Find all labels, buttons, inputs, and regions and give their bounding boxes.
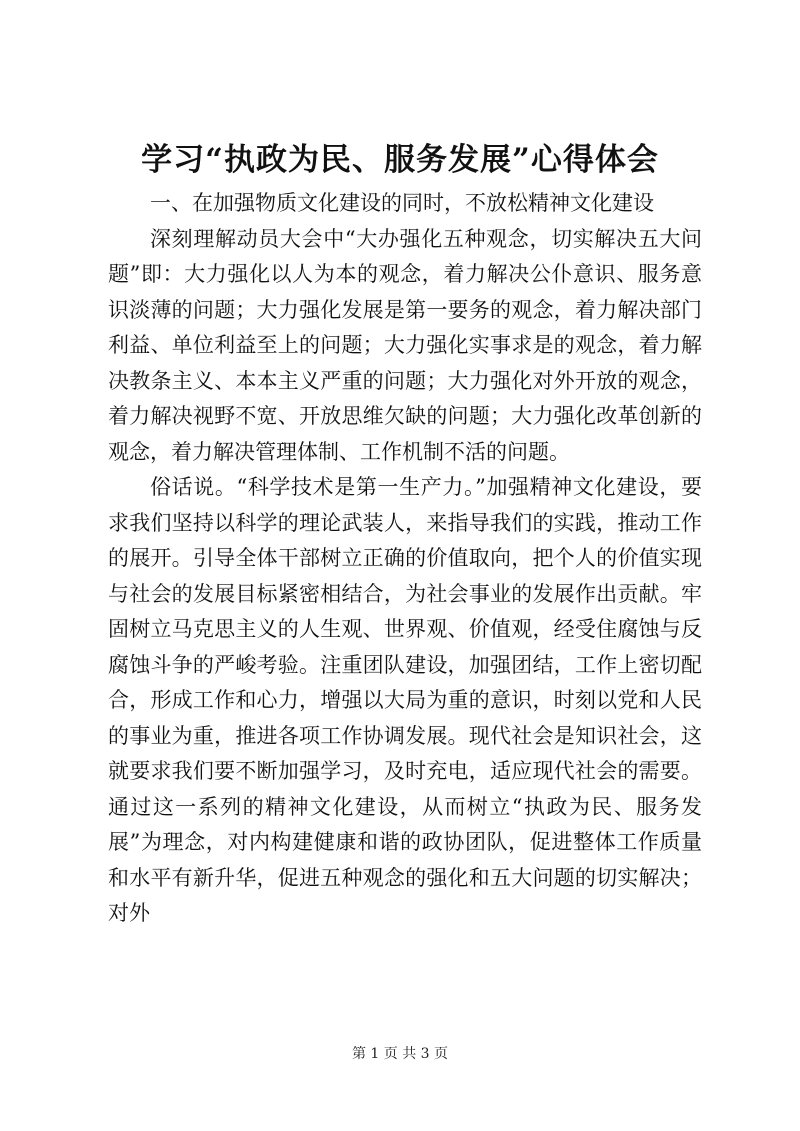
section-heading: 一、在加强物质文化建设的同时，不放松精神文化建设	[150, 191, 654, 215]
page-indicator: 第 1 页 共 3 页	[351, 1046, 449, 1062]
document-title: 学习“执政为民、服务发展”心得体会	[141, 142, 659, 178]
page-footer	[0, 1044, 800, 1064]
body-paragraph-2: 俗话说。“科学技术是第一生产力。”加强精神文化建设，要求我们坚持以科学的理论武装人，来指导我们的实践，推动工作的展开。引导全体干部树立正确的价值取向，把个人的价值实现与社会的发展目标紧密相结合，为社会事业的发展作出贡献。牢固树立马克思主义的人生观、世界观、价值观，经受住腐蚀与反腐蚀斗争的严峻考验。注重团队建设，加强团结，工作上密切配合，形成工作和心力，增强以大局为重的意识，时刻以党和人民的事业为重，推进各项工作协调发展。现代社会是知识社会，这就要求我们要不断加强学习，及时充电，适应现代社会的需要。通过这一系列的精神文化建设，从而树立“执政为民、服务发展”为理念，对内构建健康和谐的政协团队，促进整体工作质量和水平有新升华，促进五种观念的强化和五大问题的切实解决；对外	[108, 475, 702, 925]
document-body	[108, 186, 702, 932]
body-paragraph-1: 深刻理解动员大会中“大办强化五种观念，切实解决五大问题”即：大力强化以人为本的观念，着力解决公仆意识、服务意识淡薄的问题；大力强化发展是第一要务的观念，着力解决部门利益、单位利益至上的问题；大力强化实事求是的观念，着力解决教条主义、本本主义严重的问题；大力强化对外开放的观念，着力解决视野不宽、开放思维欠缺的问题；大力强化改革创新的观念，着力解决管理体制、工作机制不活的问题。	[108, 226, 702, 464]
